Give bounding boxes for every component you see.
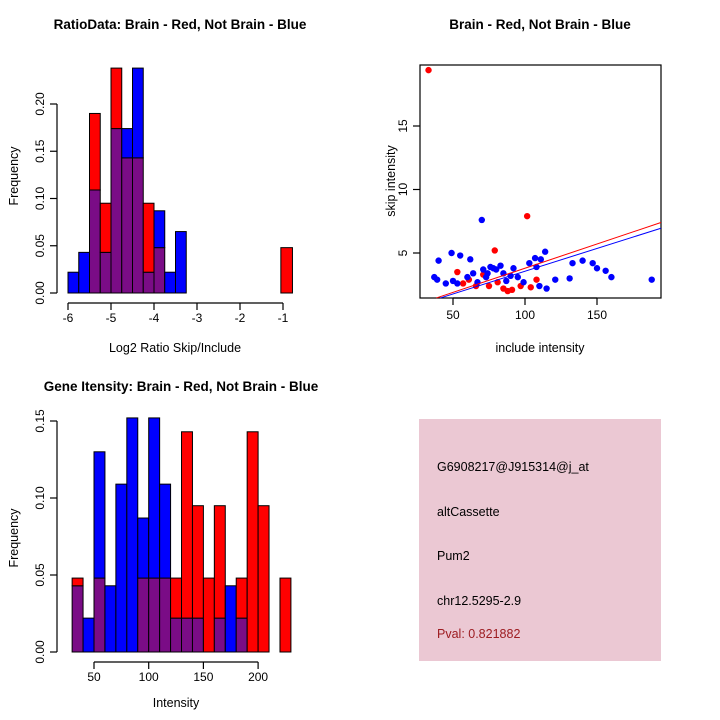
scatter-point-blue [448, 250, 454, 256]
gene-info-box [419, 419, 661, 661]
scatter-point-blue [589, 260, 595, 266]
histogram-bar-overlap [214, 618, 225, 652]
histogram-bar-red [192, 506, 203, 618]
x-tick-label: 50 [446, 308, 460, 322]
histogram-bar-red [143, 203, 154, 272]
y-tick-label: 0.15 [33, 139, 47, 163]
histogram-bar-blue [127, 418, 138, 652]
histogram-bar-red [100, 203, 111, 252]
gene-intensity-ylabel: Frequency [7, 508, 21, 568]
histogram-bar-overlap [236, 618, 247, 652]
histogram-bar-overlap [160, 578, 171, 652]
histogram-bar-blue [105, 586, 116, 652]
scatter-point-blue [503, 278, 509, 284]
intensity-scatter-ylabel: skip intensity [384, 145, 398, 217]
x-tick-label: 150 [193, 670, 214, 684]
histogram-bar-overlap [90, 190, 101, 293]
gene-name-text: Pum2 [437, 549, 470, 563]
scatter-point-blue [538, 256, 544, 262]
regression-line-blue [440, 228, 660, 298]
histogram-bar-red [280, 578, 291, 652]
histogram-bar-blue [94, 452, 105, 578]
histogram-bar-overlap [100, 252, 111, 293]
ratio-histogram-ylabel: Frequency [7, 146, 21, 206]
scatter-point-blue [457, 252, 463, 258]
scatter-point-blue [435, 257, 441, 263]
scatter-point-blue [434, 276, 440, 282]
y-tick-label: 0.00 [33, 640, 47, 664]
x-tick-label: 100 [138, 670, 159, 684]
scatter-point-red [533, 276, 539, 282]
histogram-bar-red [182, 432, 193, 618]
scatter-point-blue [454, 280, 460, 286]
scatter-point-blue [608, 274, 614, 280]
y-tick-label: 0.05 [33, 563, 47, 587]
scatter-point-red [492, 247, 498, 253]
scatter-point-red [524, 213, 530, 219]
histogram-bar-red [90, 113, 101, 190]
histogram-bar-blue [165, 272, 176, 293]
histogram-bar-overlap [111, 129, 122, 293]
x-tick-label: -4 [148, 311, 160, 325]
scatter-point-red [425, 67, 431, 73]
scatter-point-blue [526, 260, 532, 266]
scatter-point-blue [602, 268, 608, 274]
ratio-histogram-plot [0, 0, 360, 360]
histogram-bar-overlap [149, 578, 160, 652]
histogram-bar-overlap [171, 618, 182, 652]
scatter-point-red [454, 269, 460, 275]
intensity-scatter-xlabel: include intensity [495, 341, 585, 355]
y-tick-label: 0.10 [33, 186, 47, 211]
scatter-point-blue [594, 265, 600, 271]
histogram-bar-red [111, 68, 122, 128]
intensity-scatter-plot [360, 0, 720, 360]
histogram-bar-red [72, 578, 83, 586]
scatter-point-blue [552, 276, 558, 282]
pvalue-text: Pval: 0.821882 [437, 627, 521, 641]
histogram-bar-blue [138, 518, 149, 578]
histogram-bar-overlap [192, 618, 203, 652]
scatter-point-red [509, 287, 515, 293]
y-tick-label: 0.00 [33, 281, 47, 305]
y-tick-label: 5 [396, 249, 410, 257]
histogram-bar-blue [83, 618, 94, 652]
scatter-point-blue [510, 265, 516, 271]
histogram-bar-overlap [138, 578, 149, 652]
histogram-bar-overlap [122, 158, 133, 293]
scatter-point-blue [479, 217, 485, 223]
gene-intensity-title: Gene Itensity: Brain - Red, Not Brain - Blue [43, 379, 319, 394]
histogram-bar-blue [79, 252, 90, 293]
y-tick-label: 10 [396, 182, 410, 197]
y-tick-label: 0.10 [33, 486, 47, 510]
gene-intensity-xlabel: Intensity [152, 696, 200, 710]
gene-intensity-histogram-plot [0, 360, 360, 720]
histogram-bar-overlap [94, 578, 105, 652]
x-tick-label: -6 [62, 311, 74, 325]
histogram-bar-overlap [143, 272, 154, 293]
scatter-point-blue [467, 256, 473, 262]
histogram-bar-red [281, 248, 293, 293]
ratio-histogram-title: RatioData: Brain - Red, Not Brain - Blue [53, 17, 307, 32]
histogram-bar-overlap [154, 248, 165, 293]
scatter-point-red [460, 280, 466, 286]
scatter-point-blue [542, 249, 548, 255]
intensity-scatter-title: Brain - Red, Not Brain - Blue [449, 17, 631, 32]
scatter-point-blue [464, 274, 470, 280]
x-tick-label: 150 [586, 308, 608, 322]
histogram-bar-blue [116, 484, 127, 652]
scatter-point-red [528, 284, 534, 290]
histogram-bar-overlap [72, 586, 83, 652]
scatter-point-blue [520, 279, 526, 285]
histogram-bar-blue [176, 232, 187, 293]
y-tick-label: 0.15 [33, 409, 47, 433]
probe-id-text: G6908217@J915314@j_at [437, 460, 589, 474]
locus-text: chr12.5295-2.9 [437, 594, 522, 608]
histogram-bar-red [171, 578, 182, 618]
histogram-bar-red [258, 506, 269, 652]
scatter-point-blue [515, 274, 521, 280]
x-tick-label: -2 [234, 311, 246, 325]
ratio-histogram-xlabel: Log2 Ratio Skip/Include [108, 341, 242, 355]
scatter-point-blue [569, 260, 575, 266]
x-tick-label: 100 [514, 308, 536, 322]
scatter-point-blue [443, 280, 449, 286]
histogram-bar-red [236, 578, 247, 618]
splice-type-text: altCassette [437, 505, 500, 519]
scatter-point-blue [566, 275, 572, 281]
scatter-point-blue [470, 270, 476, 276]
histogram-bar-overlap [133, 158, 144, 293]
scatter-point-blue [532, 255, 538, 261]
histogram-bar-blue [225, 586, 236, 652]
histogram-bar-red [247, 432, 258, 652]
histogram-bar-red [214, 506, 225, 618]
histogram-bar-red [203, 578, 214, 652]
histogram-bar-blue [133, 68, 144, 158]
scatter-point-blue [497, 263, 503, 269]
scatter-point-blue [536, 283, 542, 289]
histogram-bar-blue [149, 418, 160, 578]
x-tick-label: -1 [277, 311, 289, 325]
scatter-point-blue [543, 285, 549, 291]
x-tick-label: -5 [105, 311, 117, 325]
scatter-point-blue [579, 257, 585, 263]
scatter-point-blue [484, 270, 490, 276]
histogram-bar-blue [68, 272, 79, 293]
x-tick-label: -3 [191, 311, 203, 325]
scatter-point-blue [649, 276, 655, 282]
y-tick-label: 15 [396, 119, 410, 133]
histogram-bar-blue [122, 129, 133, 158]
x-tick-label: 200 [248, 670, 269, 684]
histogram-bar-blue [154, 211, 165, 248]
y-tick-label: 0.20 [33, 92, 47, 116]
histogram-bar-blue [160, 484, 171, 578]
x-tick-label: 50 [87, 670, 101, 684]
y-tick-label: 0.05 [33, 234, 47, 258]
histogram-bar-overlap [182, 618, 193, 652]
